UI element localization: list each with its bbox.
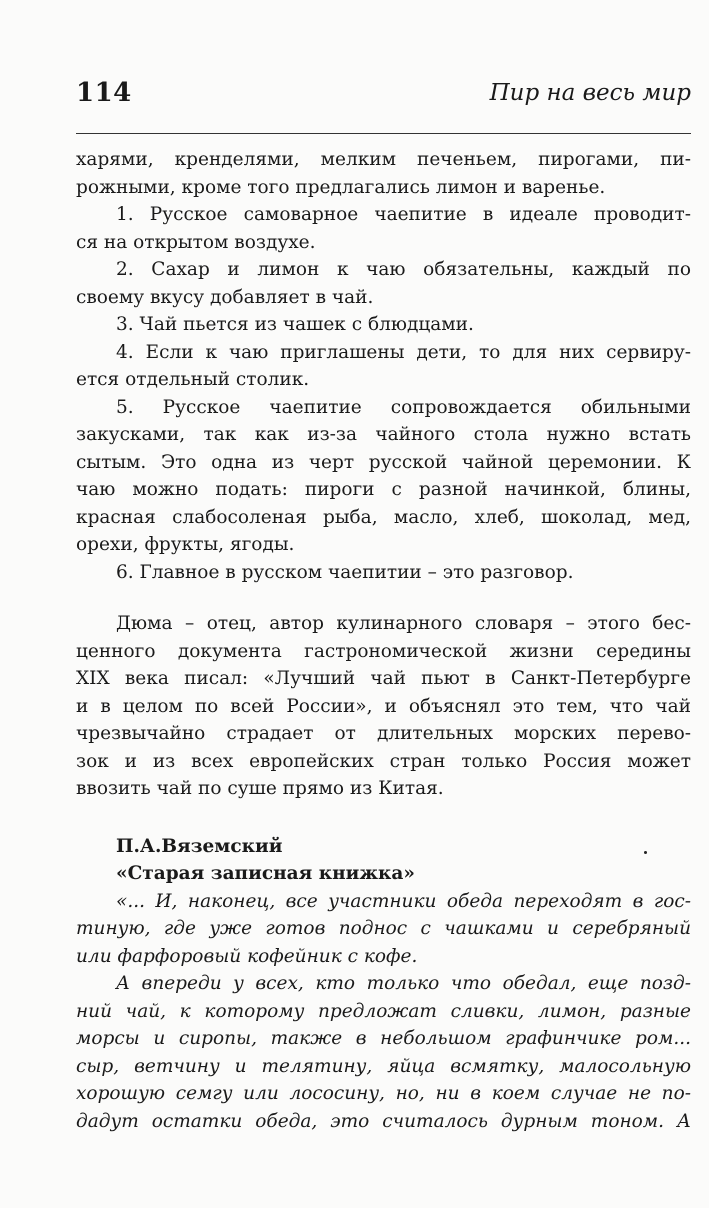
- quote-author: П.А.Вяземский: [116, 835, 283, 857]
- text-line: зок и из всех европейских стран только Россия может: [76, 750, 691, 772]
- text-line: закусками, так как из-за чайного стола нужно встать: [76, 424, 691, 445]
- text-line: тиную, где уже готов поднос с чашками и серебряный: [76, 918, 691, 939]
- list-item: [76, 256, 691, 311]
- text-line: хорошую семгу или лососину, но, ни в коем случае не по-: [76, 1083, 691, 1104]
- text-line: или фарфоровый кофейник с кофе.: [76, 945, 418, 967]
- text-line: морсы и сиропы, также в небольшом графинчике ром...: [76, 1028, 691, 1049]
- text-line: дадут остатки обеда, это считалось дурным тоном. А: [76, 1110, 691, 1132]
- list-item: [76, 201, 691, 256]
- text-line: ется отдельный столик.: [76, 369, 310, 390]
- header-rule: [76, 133, 691, 134]
- text-line: «... И, наконец, все участники обеда переходят в гос-: [116, 890, 691, 912]
- running-title: Пир на весь мир: [489, 80, 691, 106]
- text-line: А впереди у всех, кто только что обедал, еще позд-: [116, 973, 691, 994]
- text-line: сытым. Это одна из черт русской чайной церемонии. К: [76, 451, 691, 473]
- text-line: 3. Чай пьется из чашек с блюдцами.: [116, 314, 474, 335]
- text-line: харями, кренделями, мелким печеньем, пирогами, пи-: [76, 149, 691, 170]
- print-speck: [644, 851, 647, 854]
- quote-book-title: «Старая записная книжка»: [116, 863, 415, 884]
- section-gap: [76, 803, 691, 833]
- continuation-paragraph: [76, 146, 691, 201]
- text-line: 6. Главное в русском чаепитии – это разговор.: [116, 561, 574, 583]
- tea-rules-list: [76, 201, 691, 586]
- text-line: 2. Сахар и лимон к чаю обязательны, каждый по: [116, 259, 691, 280]
- list-item: [76, 339, 691, 394]
- text-line: ся на открытом воздухе.: [76, 231, 316, 253]
- text-line: Дюма – отец, автор кулинарного словаря – этого бес-: [116, 613, 691, 634]
- body-text: [76, 146, 691, 1135]
- text-line: чаю можно подать: пироги с разной начинкой, блины,: [76, 479, 691, 500]
- quote-paragraph: [76, 888, 691, 971]
- dumas-paragraph: [76, 610, 691, 803]
- running-head: [76, 78, 691, 118]
- text-line: 5. Русское чаепитие сопровождается обильными: [116, 396, 691, 418]
- paragraph-gap: [76, 586, 691, 610]
- text-line: XIX века писал: «Лучший чай пьют в Санкт-Петербурге: [76, 668, 691, 689]
- text-line: 1. Русское самоварное чаепитие в идеале проводит-: [116, 204, 691, 225]
- text-line: сыр, ветчину и телятину, яйца всмятку, малосольную: [76, 1055, 691, 1077]
- text-line: ний чай, к которому предложат сливки, лимон, разные: [76, 1000, 691, 1022]
- text-line: красная слабосоленая рыба, масло, хлеб, шоколад, мед,: [76, 506, 691, 528]
- text-line: ввозить чай по суше прямо из Китая.: [76, 778, 444, 799]
- quote-section: [76, 833, 691, 1136]
- quote-paragraph: [76, 970, 691, 1135]
- text-line: ценного документа гастрономической жизни середины: [76, 640, 691, 662]
- text-line: рожными, кроме того предлагались лимон и варенье.: [76, 176, 606, 198]
- text-line: своему вкусу добавляет в чай.: [76, 286, 374, 308]
- list-item: [76, 394, 691, 559]
- text-line: орехи, фрукты, ягоды.: [76, 534, 295, 555]
- text-line: чрезвычайно страдает от длительных морских перево-: [76, 723, 691, 744]
- text-line: 4. Если к чаю приглашены дети, то для них сервиру-: [116, 341, 691, 363]
- text-line: и в целом по всей России», и объяснял это тем, что чай: [76, 695, 691, 717]
- page-number: 114: [76, 78, 132, 108]
- list-item: [76, 311, 691, 339]
- list-item: [76, 559, 691, 587]
